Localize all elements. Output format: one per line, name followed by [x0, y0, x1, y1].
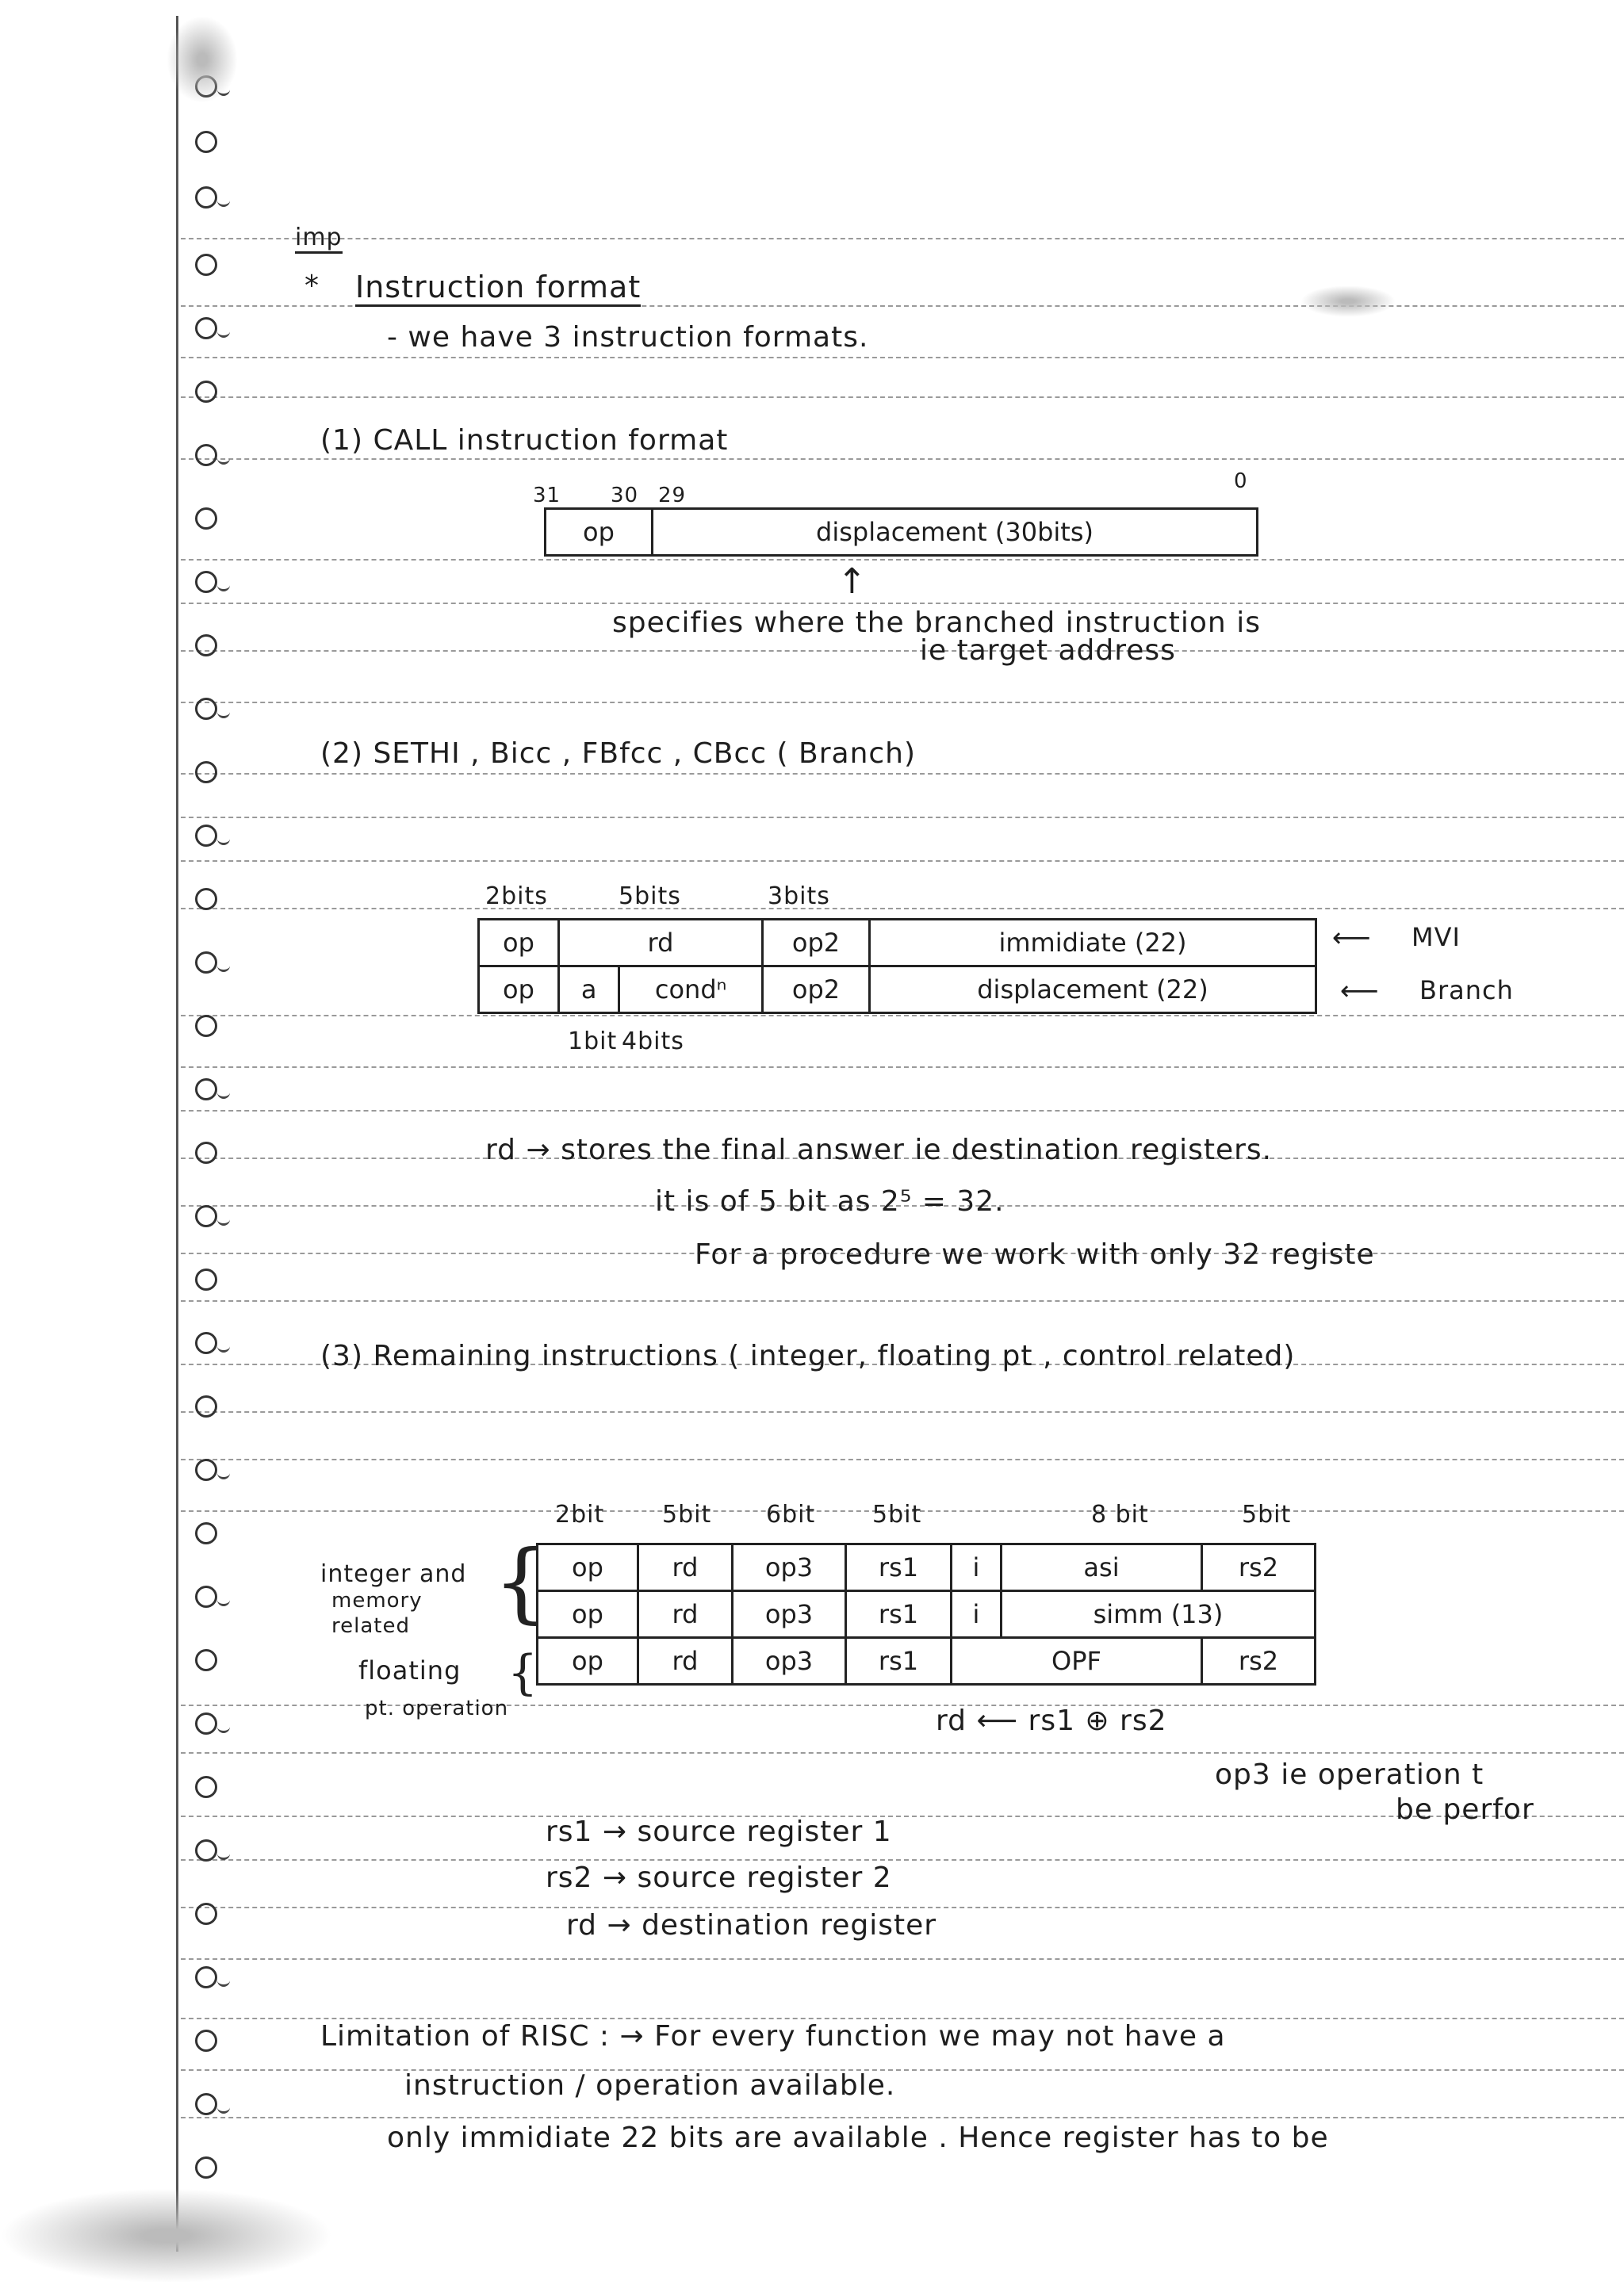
binding-ring-icon — [195, 1649, 217, 1671]
field-i: i — [952, 1544, 1002, 1591]
binding-ring-icon — [195, 1459, 217, 1481]
field-op: op — [479, 966, 559, 1013]
binding-ring-icon — [195, 1522, 217, 1544]
field-simm: simm (13) — [1002, 1591, 1316, 1638]
field-rs1: rs1 — [846, 1544, 952, 1591]
ring-tick — [217, 963, 230, 972]
binding-ring-icon — [195, 1269, 217, 1291]
ring-tick — [217, 836, 230, 845]
bits-label: 6bit — [766, 1501, 816, 1529]
ruled-line — [181, 860, 1624, 862]
bits-label: 4bits — [622, 1027, 684, 1055]
ruled-line — [181, 1958, 1624, 1960]
field-op2: op2 — [763, 920, 870, 966]
field-asi: asi — [1002, 1544, 1202, 1591]
ring-tick — [217, 1344, 230, 1353]
binding-ring-icon — [195, 1903, 217, 1925]
bit-label-29: 29 — [658, 484, 687, 507]
ruled-line — [181, 238, 1624, 239]
call-note-line1: specifies where the branched instruction is — [612, 607, 1261, 639]
rd-note-line3: For a procedure we work with only 32 registe — [695, 1238, 1375, 1271]
ring-tick — [217, 1724, 230, 1733]
binding-ring-icon — [195, 1586, 217, 1608]
field-a: a — [559, 966, 619, 1013]
field-rs1: rs1 — [846, 1638, 952, 1685]
field-op: op — [538, 1591, 638, 1638]
rd-definition: rd → destination register — [566, 1909, 937, 1942]
brace-icon: { — [508, 1645, 538, 1701]
row-label-memory: memory — [331, 1589, 423, 1613]
op3-note-line2: be perfor — [1396, 1793, 1534, 1826]
field-opf: OPF — [952, 1638, 1202, 1685]
bits-label: 5bit — [1242, 1501, 1292, 1529]
scan-smudge — [0, 2188, 333, 2283]
binding-ring-icon — [195, 1332, 217, 1354]
field-rd: rd — [638, 1591, 733, 1638]
ring-tick — [217, 456, 230, 465]
limitation-line1: Limitation of RISC : → For every function we may not have a — [320, 2020, 1226, 2053]
bits-label: 1bit — [568, 1027, 618, 1055]
binding-ring-icon — [195, 1015, 217, 1037]
binding-ring-icon — [195, 761, 217, 783]
binding-ring-icon — [195, 1776, 217, 1798]
ruled-line — [181, 1015, 1624, 1016]
binding-ring-icon — [195, 2030, 217, 2052]
binding-ring-icon — [195, 1395, 217, 1418]
mvi-label: MVI — [1411, 922, 1461, 952]
ring-tick — [217, 2105, 230, 2114]
ring-tick — [217, 329, 230, 338]
sethi-format-table — [477, 918, 1317, 1014]
field-immidiate: immidiate (22) — [870, 920, 1316, 966]
left-arrow-icon: ⟵ — [1340, 975, 1380, 1007]
row-label-floating: floating — [358, 1655, 462, 1686]
bits-label: 5bit — [872, 1501, 922, 1529]
field-displacement: displacement (22) — [870, 966, 1316, 1013]
ruled-line — [181, 1752, 1624, 1754]
ruled-line — [181, 1907, 1624, 1908]
field-op: op — [479, 920, 559, 966]
operation-equation: rd ⟵ rs1 ⊕ rs2 — [936, 1705, 1167, 1737]
row-label-integer: integer and — [320, 1560, 467, 1588]
ruled-line — [181, 1066, 1624, 1068]
bit-label-31: 31 — [533, 484, 561, 507]
ruled-line — [181, 1459, 1624, 1460]
ruled-line — [181, 1300, 1624, 1302]
rd-note-line1: rd → stores the final answer ie destination registers. — [485, 1134, 1273, 1166]
branch-label: Branch — [1419, 975, 1514, 1005]
scan-smudge — [167, 16, 238, 103]
bits-label: 2bit — [555, 1501, 605, 1529]
binding-ring-icon — [195, 507, 217, 530]
binding-ring-icon — [195, 2156, 217, 2179]
binding-ring-icon — [195, 444, 217, 466]
binding-ring-icon — [195, 888, 217, 910]
scan-smudge — [1300, 285, 1396, 317]
margin-line — [176, 16, 178, 2252]
title-star: * — [304, 270, 320, 302]
ruled-line — [181, 603, 1624, 604]
binding-ring-icon — [195, 317, 217, 339]
binding-ring-icon — [195, 381, 217, 403]
binding-ring-icon — [195, 1078, 217, 1100]
up-arrow-icon: ↑ — [837, 561, 868, 602]
field-rd: rd — [559, 920, 763, 966]
field-displacement: displacement (30bits) — [653, 509, 1258, 556]
field-op2: op2 — [763, 966, 870, 1013]
ring-tick — [217, 1090, 230, 1099]
binding-ring-icon — [195, 1142, 217, 1164]
field-op: op — [538, 1638, 638, 1685]
binding-ring-icon — [195, 254, 217, 276]
binding-ring-icon — [195, 1839, 217, 1862]
imp-note: imp — [295, 224, 343, 251]
field-i: i — [952, 1591, 1002, 1638]
field-cond: condⁿ — [619, 966, 763, 1013]
bit-label-30: 30 — [611, 484, 639, 507]
field-rs1: rs1 — [846, 1591, 952, 1638]
op3-note-line1: op3 ie operation t — [1215, 1758, 1484, 1791]
intro-text: - we have 3 instruction formats. — [387, 321, 869, 354]
ring-tick — [217, 198, 230, 207]
ruled-line — [181, 357, 1624, 358]
ruled-line — [181, 396, 1624, 398]
binding-ring-icon — [195, 131, 217, 153]
rd-note-line2: it is of 5 bit as 2⁵ = 32. — [655, 1185, 1005, 1218]
ruled-line — [181, 2069, 1624, 2071]
ring-tick — [217, 1598, 230, 1606]
binding-ring-icon — [195, 571, 217, 593]
row-label-related: related — [331, 1614, 410, 1638]
binding-ring-icon — [195, 186, 217, 209]
page-title: Instruction format — [355, 270, 641, 304]
ruled-line — [181, 702, 1624, 703]
ruled-line — [181, 908, 1624, 909]
brace-icon: { — [493, 1531, 549, 1632]
sethi-heading: (2) SETHI , Bicc , FBfcc , CBcc ( Branch) — [320, 737, 917, 770]
ruled-line — [181, 1411, 1624, 1413]
field-rd: rd — [638, 1544, 733, 1591]
field-op: op — [546, 509, 653, 556]
ring-tick — [217, 710, 230, 718]
binding-ring-icon — [195, 1712, 217, 1735]
bit-label-0: 0 — [1234, 469, 1248, 493]
field-rs2: rs2 — [1202, 1638, 1316, 1685]
limitation-line2: instruction / operation available. — [404, 2069, 896, 2102]
binding-ring-icon — [195, 698, 217, 720]
ruled-line — [181, 2018, 1624, 2019]
field-rd: rd — [638, 1638, 733, 1685]
rs2-definition: rs2 → source register 2 — [546, 1862, 892, 1894]
left-arrow-icon: ⟵ — [1332, 922, 1372, 954]
ruled-line — [181, 559, 1624, 561]
ruled-line — [181, 2117, 1624, 2118]
rs1-definition: rs1 → source register 1 — [546, 1816, 892, 1848]
binding-ring-icon — [195, 951, 217, 974]
call-note-line2: ie target address — [920, 634, 1176, 667]
field-op3: op3 — [733, 1638, 846, 1685]
bits-label: 5bits — [619, 882, 681, 910]
ring-tick — [217, 1471, 230, 1479]
remaining-heading: (3) Remaining instructions ( integer, floating pt , control related) — [320, 1340, 1296, 1372]
call-format-table — [544, 507, 1258, 557]
remaining-format-table — [536, 1543, 1316, 1686]
ruled-line — [181, 650, 1624, 652]
bits-label: 2bits — [485, 882, 548, 910]
limitation-line3: only immidiate 22 bits are available . Hence register has to be — [387, 2122, 1329, 2154]
field-op3: op3 — [733, 1591, 846, 1638]
field-op: op — [538, 1544, 638, 1591]
field-op3: op3 — [733, 1544, 846, 1591]
binding-ring-icon — [195, 825, 217, 847]
ring-tick — [217, 1217, 230, 1226]
field-rs2: rs2 — [1202, 1544, 1316, 1591]
ring-tick — [217, 1978, 230, 1987]
ruled-line — [181, 773, 1624, 775]
bits-label: 5bit — [662, 1501, 712, 1529]
binding-ring-icon — [195, 2093, 217, 2115]
ruled-line — [181, 458, 1624, 460]
ruled-line — [181, 1110, 1624, 1112]
binding-ring-icon — [195, 634, 217, 656]
bits-label: 3bits — [768, 882, 830, 910]
ruled-line — [181, 817, 1624, 818]
row-label-pt-operation: pt. operation — [365, 1697, 509, 1720]
ruled-line — [181, 1859, 1624, 1861]
ring-tick — [217, 583, 230, 591]
bits-label: 8 bit — [1091, 1501, 1149, 1529]
binding-ring-icon — [195, 1205, 217, 1227]
call-heading: (1) CALL instruction format — [320, 424, 729, 457]
binding-ring-icon — [195, 1966, 217, 1988]
